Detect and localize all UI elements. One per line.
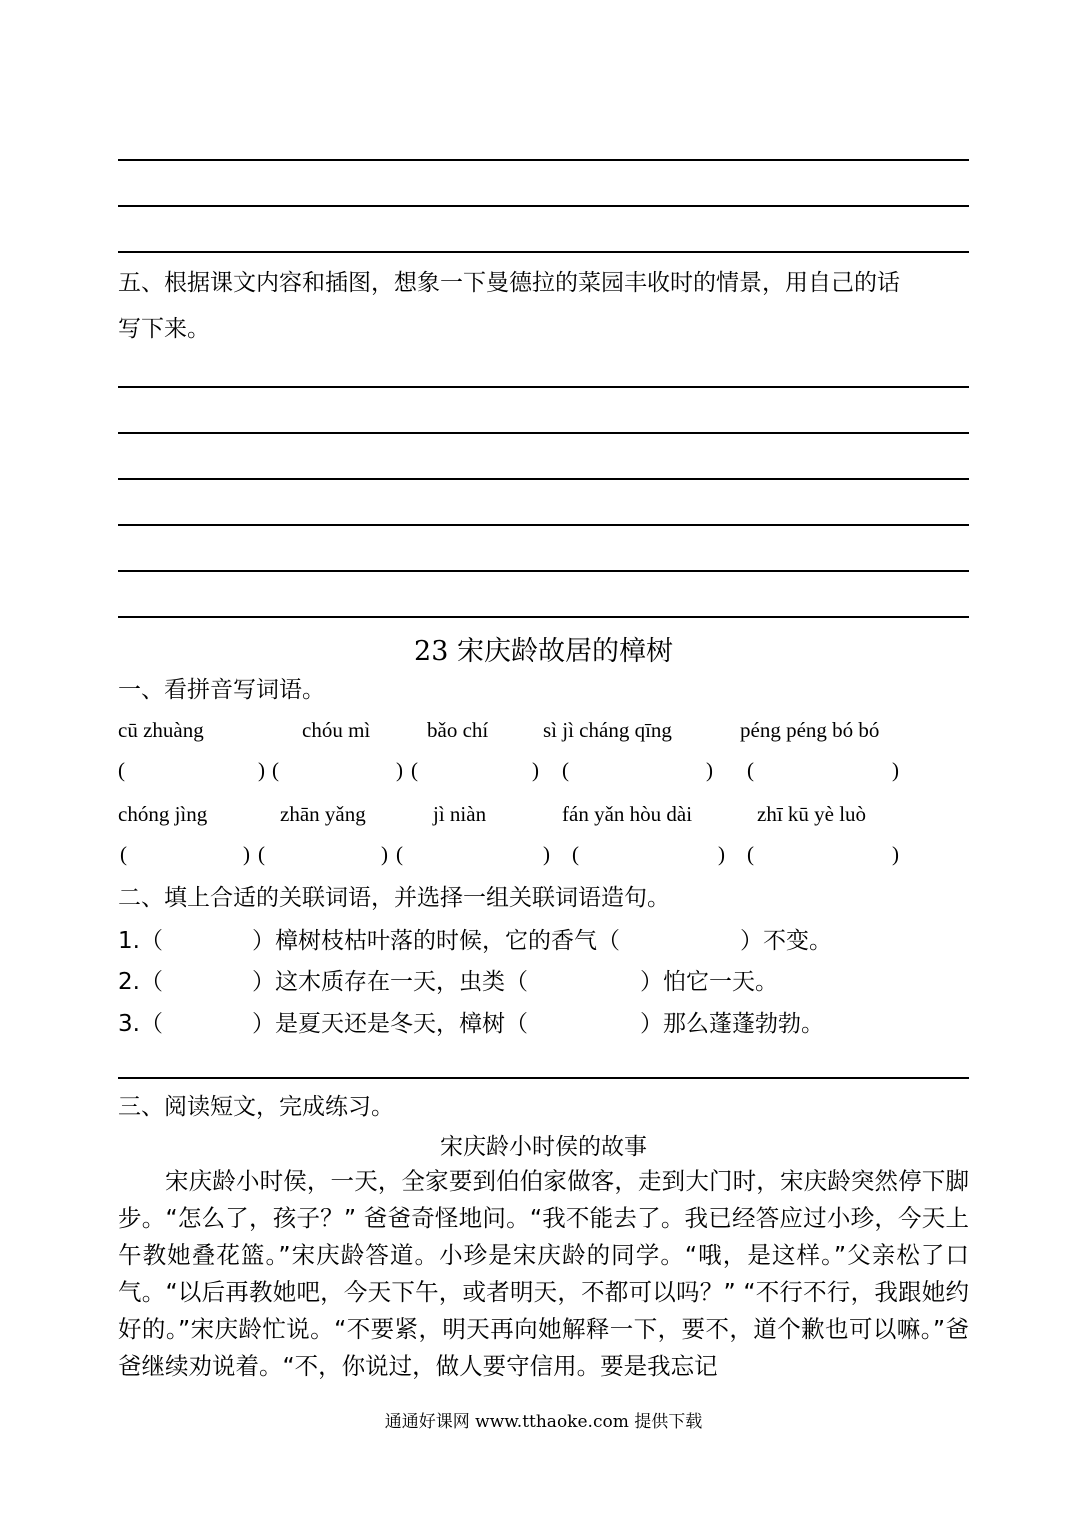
answer-paren-close: ) — [381, 842, 388, 866]
answer-paren-close: ) — [892, 758, 899, 782]
q2-item-end: ）那么蓬蓬勃勃。 — [640, 1011, 824, 1037]
story-paragraph: 宋庆龄小时侯，一天，全家要到伯伯家做客，走到大门时，宋庆龄突然停下脚步。“怎么了，孩子？” 爸爸奇怪地问。“我不能去了。我已经答应过小珍，今天上午教她叠花篮。”宋庆龄答道。小珍是宋庆龄的同学。“哦，是这样。”父亲松了口气。“以后再教她吧，今天下午，或者明天，不都可以吗？” “不行不行，我跟她约好的。”宋庆龄忙说。“不要紧，明天再向她解释一下，要不，道个歉也可以嘛。”爸爸继续劝说着。“不，你说过，做人要守信用。要是我忘记 — [118, 1167, 969, 1380]
answer-paren-open: ( — [747, 758, 754, 782]
pinyin-item: fán yǎn hòu dài — [562, 802, 693, 826]
answer-paren-close: ) — [532, 758, 539, 782]
writing-line[interactable] — [118, 432, 969, 434]
pinyin-item: zhān yǎng — [280, 802, 366, 826]
writing-line[interactable] — [118, 1077, 969, 1079]
q2-item-text: ）是夏天还是冬天，樟树（ — [252, 1011, 528, 1037]
q1-heading: 一、看拼音写词语。 — [118, 677, 325, 703]
q2-heading: 二、填上合适的关联词语，并选择一组关联词语造句。 — [118, 885, 670, 911]
writing-line[interactable] — [118, 570, 969, 572]
pinyin-item: péng péng bó bó — [740, 718, 880, 742]
story-title: 宋庆龄小时侯的故事 — [440, 1134, 647, 1160]
answer-paren-close: ) — [396, 758, 403, 782]
q2-item-end: ）怕它一天。 — [640, 969, 778, 995]
section5-prompt-line1: 五、根据课文内容和插图，想象一下曼德拉的菜园丰收时的情景，用自己的话 — [118, 270, 900, 296]
answer-paren-close: ) — [718, 842, 725, 866]
writing-line[interactable] — [118, 205, 969, 207]
writing-line[interactable] — [118, 616, 969, 618]
pinyin-item: zhī kū yè luò — [757, 802, 867, 826]
page-footer: 通通好课网 www.tthaoke.com 提供下载 — [384, 1412, 703, 1432]
answer-paren-open: ( — [258, 842, 265, 866]
pinyin-item: cū zhuàng — [118, 718, 204, 742]
answer-paren-open: ( — [120, 842, 127, 866]
pinyin-item: chóu mì — [302, 718, 371, 742]
answer-paren-open: ( — [572, 842, 579, 866]
answer-paren-close: ) — [258, 758, 265, 782]
q2-item-text: ）这木质存在一天，虫类（ — [252, 969, 528, 995]
answer-paren-open: ( — [118, 758, 125, 782]
pinyin-item: sì jì cháng qīng — [543, 718, 672, 742]
answer-paren-open: ( — [411, 758, 418, 782]
q2-item-number: 2.（ — [118, 969, 163, 995]
lesson-title: 23 宋庆龄故居的樟树 — [414, 636, 673, 667]
writing-line[interactable] — [118, 251, 969, 253]
answer-paren-open: ( — [272, 758, 279, 782]
q3-heading: 三、阅读短文，完成练习。 — [118, 1094, 394, 1120]
pinyin-item: chóng jìng — [118, 802, 208, 826]
answer-paren-open: ( — [396, 842, 403, 866]
story-body — [118, 1163, 969, 1385]
answer-paren-close: ) — [543, 842, 550, 866]
writing-line[interactable] — [118, 478, 969, 480]
writing-line[interactable] — [118, 524, 969, 526]
answer-paren-close: ) — [706, 758, 713, 782]
answer-paren-open: ( — [747, 842, 754, 866]
writing-line[interactable] — [118, 159, 969, 161]
answer-paren-close: ) — [243, 842, 250, 866]
pinyin-item: bǎo chí — [427, 718, 489, 742]
writing-line[interactable] — [118, 386, 969, 388]
answer-paren-open: ( — [562, 758, 569, 782]
pinyin-item: jì niàn — [433, 802, 487, 826]
q2-item-number: 3.（ — [118, 1011, 163, 1037]
section5-prompt-line2: 写下来。 — [118, 316, 210, 342]
q2-item-text: ）樟树枝枯叶落的时候，它的香气（ — [252, 928, 620, 954]
q2-item-end: ）不变。 — [740, 928, 832, 954]
q2-item-number: 1.（ — [118, 928, 163, 954]
answer-paren-close: ) — [892, 842, 899, 866]
